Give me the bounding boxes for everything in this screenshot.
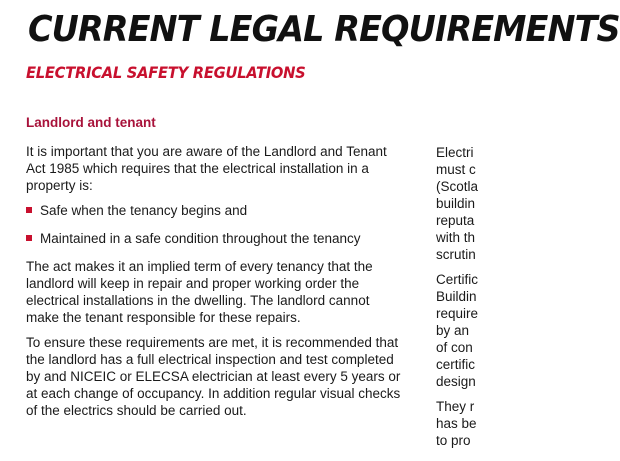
intro-paragraph: It is important that you are aware of the Landlord and Tenant Act 1985 which requires that the electrical installation in a property is: <box>26 144 387 193</box>
list-item-text: Safe when the tenancy begins and <box>40 203 248 218</box>
list-item <box>26 230 404 247</box>
right-text-line: with th <box>436 230 476 245</box>
right-text-line: certific <box>436 357 476 372</box>
list-item-text: Maintained in a safe condition throughout the tenancy <box>40 231 361 246</box>
right-text-line: Electri <box>436 145 474 160</box>
right-text-line: of con <box>436 340 473 355</box>
right-text-line: buildin <box>436 196 476 211</box>
bullet-square-icon <box>26 235 32 241</box>
right-text-line: Buildin <box>436 289 477 304</box>
right-text-line: (Scotla <box>436 179 479 194</box>
right-text-line: scrutin <box>436 247 476 262</box>
implied-term-paragraph: The act makes it an implied term of every tenancy that the landlord will keep in repair and proper working order the electrical installations in the dwelling. The landlord cannot make the tenant responsible for these repairs. <box>26 259 373 325</box>
list-item <box>26 202 404 219</box>
page-subtitle: ELECTRICAL SAFETY REGULATIONS <box>26 63 306 82</box>
right-text-line: reputa <box>436 213 475 228</box>
right-text-line: by an <box>436 323 470 338</box>
bullet-square-icon <box>26 207 32 213</box>
right-text-line: must c <box>436 162 476 177</box>
section-heading-landlord-tenant: Landlord and tenant <box>26 115 156 130</box>
right-text-line: Certific <box>436 272 479 287</box>
right-text-line: They r <box>436 399 475 414</box>
right-text-line: design <box>436 374 476 389</box>
page-title: CURRENT LEGAL REQUIREMENTS <box>28 9 620 50</box>
requirements-list <box>26 202 404 247</box>
right-text-line: has be <box>436 416 477 431</box>
right-text-line: require <box>436 306 479 321</box>
left-column <box>26 114 404 427</box>
inspection-paragraph: To ensure these requirements are met, it is recommended that the landlord has a full electrical inspection and test completed by and NICEIC or ELECSA electrician at least every 5 years or at each change of occupancy. In addition regular visual checks of the electrics should be carried out. <box>26 335 401 418</box>
right-column-cropped <box>436 144 496 449</box>
right-text-line: to pro <box>436 433 471 448</box>
